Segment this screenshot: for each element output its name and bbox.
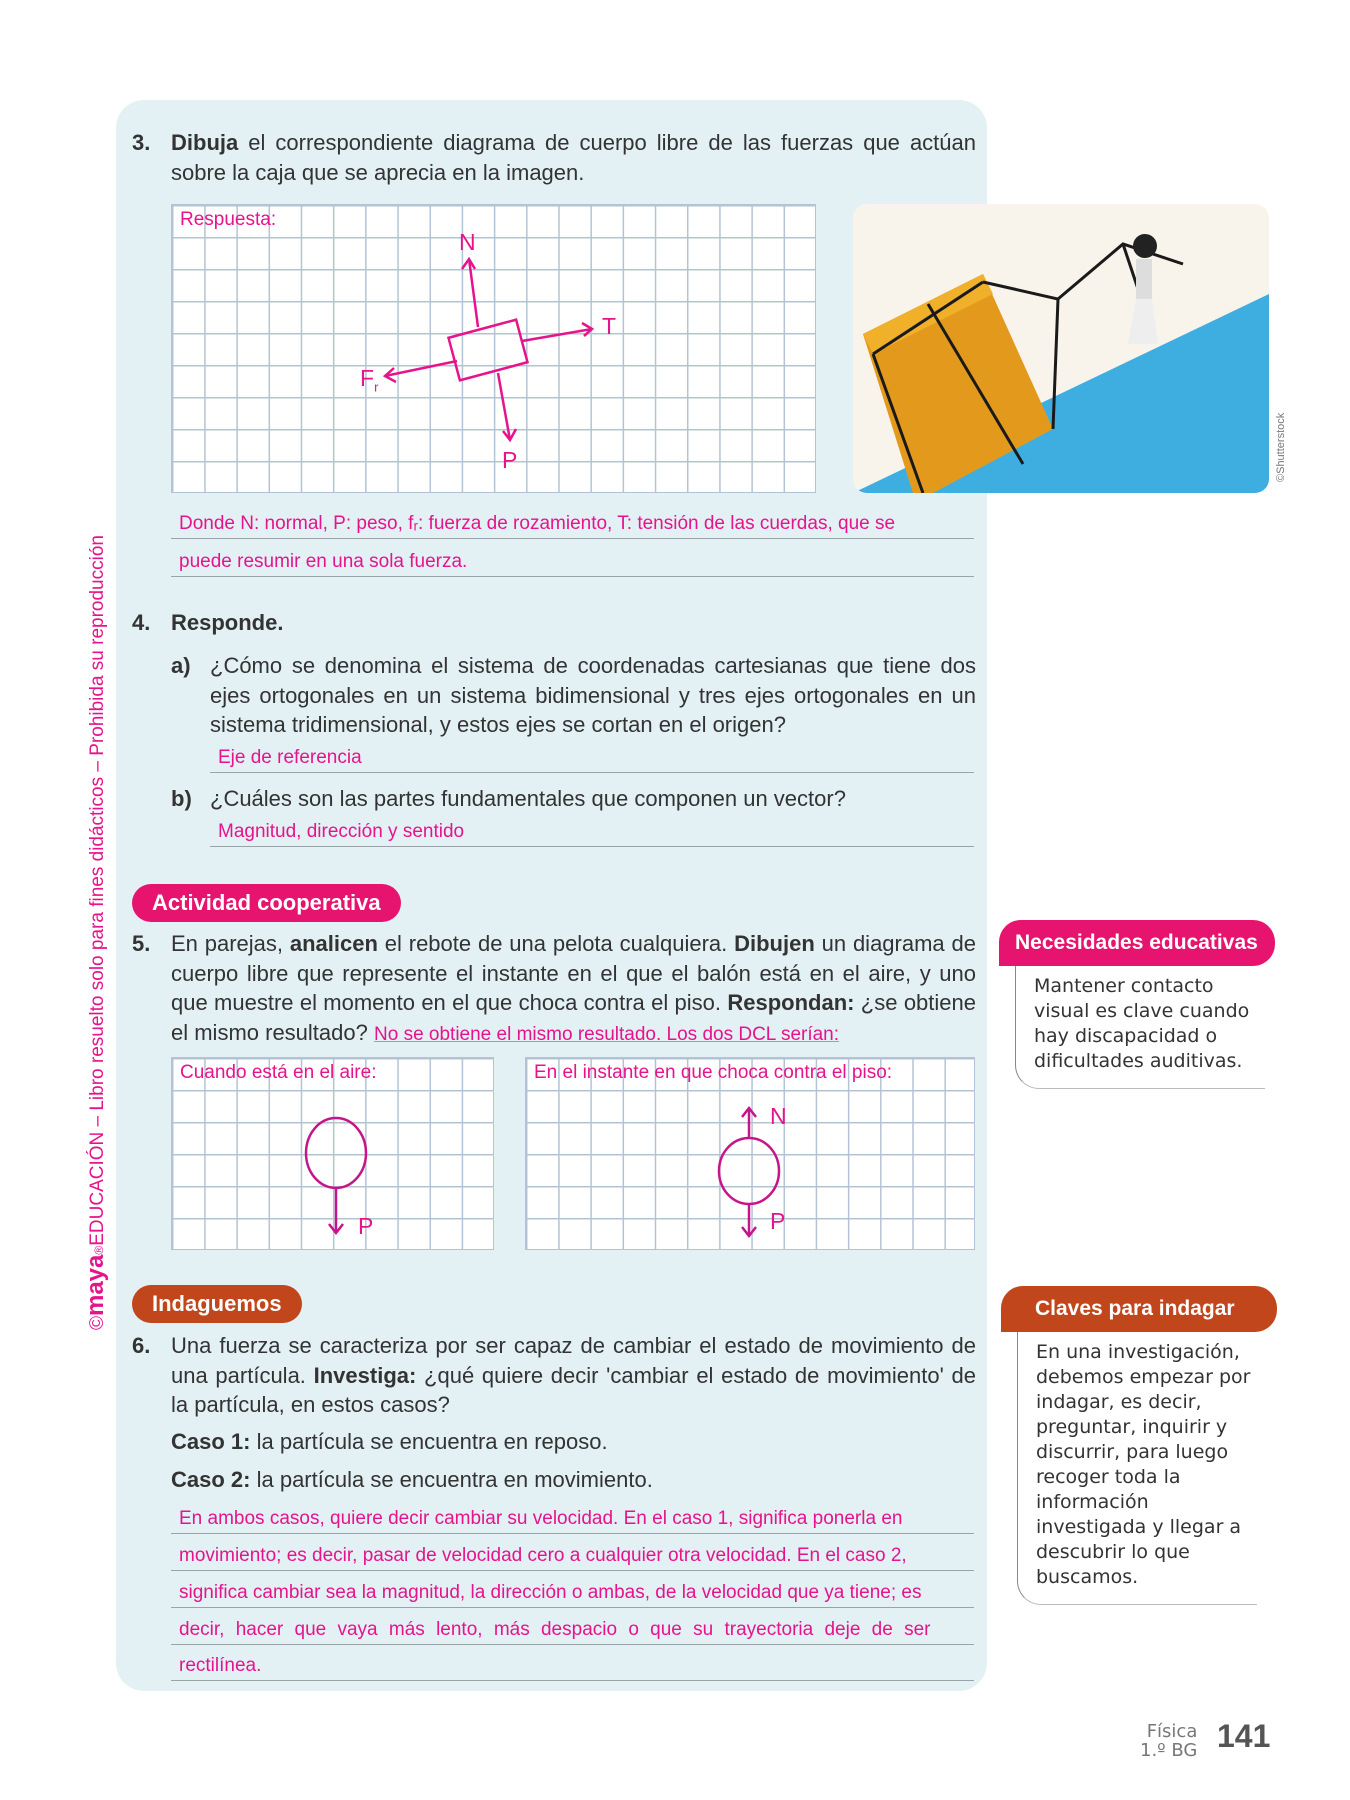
- q5-answer: No se obtiene el mismo resultado. Los dos DCL serían:: [374, 1023, 840, 1045]
- claves-body: En una investigación, debemos empezar por indagar, es decir, preguntar, inquirir y discurrir, para luego recoger toda la información investigada y llegar a descubrir lo que buscamos.: [1017, 1332, 1257, 1605]
- vertical-copyright: ©maya®EDUCACIÓN – Libro resuelto solo para fines didácticos – Prohibida su reproducción: [82, 535, 109, 1330]
- weight-vector: [498, 373, 510, 440]
- label-n: N: [770, 1103, 787, 1129]
- q3-verb: Dibuja: [171, 130, 239, 155]
- q4a-label: a): [171, 653, 191, 678]
- q4b-question: ¿Cuáles son las partes fundamentales que componen un vector?: [210, 786, 846, 811]
- q5-text-3: un diagrama de cuerpo libre que represente el instante en el que el balón está en el aire, y uno que muestre el momento en el que choca contra el piso.: [171, 931, 976, 1015]
- q6-answer-line-1: En ambos casos, quiere decir cambiar su velocidad. En el caso 1, significa ponerla en: [171, 1505, 974, 1534]
- grade-label: 1.º BG: [1140, 1740, 1198, 1761]
- brand-logo: maya: [82, 1254, 109, 1316]
- necesidades-title: Necesidades educativas: [999, 920, 1275, 966]
- q5-bold-2: Dibujen: [734, 931, 815, 956]
- q6-text-1: Una fuerza se caracteriza por ser capaz de cambiar el estado de movimiento de una partícula.: [171, 1333, 976, 1388]
- box-shape: [448, 320, 527, 381]
- claves-title: Claves para indagar: [1001, 1286, 1277, 1332]
- caso-2-label: Caso 2:: [171, 1467, 251, 1492]
- q5-grid-floor: [525, 1057, 975, 1250]
- label-n: N: [459, 229, 476, 255]
- friction-vector: [385, 361, 457, 376]
- ball-on-floor-diagram: [526, 1058, 976, 1251]
- subject-label: Física: [1146, 1721, 1198, 1742]
- grid-label: Cuando está en el aire:: [180, 1062, 377, 1083]
- caso-1-label: Caso 1:: [171, 1429, 251, 1454]
- caso-1-text: la partícula se encuentra en reposo.: [250, 1429, 608, 1454]
- q3-text: el correspondiente diagrama de cuerpo libre de las fuerzas que actúan sobre la caja que se aprecia en la imagen.: [171, 130, 976, 185]
- normal-vector: [469, 259, 478, 327]
- q4b-answer: Magnitud, dirección y sentido: [210, 818, 974, 847]
- claves-para-indagar-box: [1001, 1286, 1277, 1605]
- q5-text-2: el rebote de una pelota cualquiera.: [377, 931, 735, 956]
- necesidades-educativas-box: [999, 920, 1275, 1089]
- q5-bold-1: analicen: [289, 931, 378, 956]
- q6-answer-line-2: movimiento; es decir, pasar de velocidad cero a cualquier otra velocidad. En el caso 2,: [171, 1542, 974, 1571]
- q6-bold: Investiga:: [313, 1362, 417, 1388]
- cooperative-activity-badge: Actividad cooperativa: [132, 884, 401, 922]
- q4a-question: ¿Cómo se denomina el sistema de coordenadas cartesianas que tiene dos ejes ortogonales en un sistema bidimensional y tres ejes ortogonales en un sistema tridimensional, y estos ejes se cortan en el origen?: [210, 653, 976, 737]
- q6-answer-line-5: rectilínea.: [171, 1652, 974, 1681]
- free-body-diagram: [172, 205, 817, 494]
- q5-text-4: ¿se obtiene el mismo resultado?: [171, 990, 976, 1045]
- indaguemos-badge: Indaguemos: [132, 1285, 302, 1323]
- photo-credit: ©Shutterstock: [1275, 412, 1287, 482]
- ball-in-air-diagram: [172, 1058, 495, 1251]
- q3-answer-grid: [171, 204, 816, 493]
- page-number: 141: [1217, 1718, 1271, 1754]
- q6-caso-2: [171, 1465, 653, 1495]
- copyright-text: EDUCACIÓN – Libro resuelto solo para fines didácticos – Prohibida su reproducción: [87, 535, 108, 1246]
- q4b-label: b): [171, 786, 192, 811]
- q6-answer-line-4: decir, hacer que vaya más lento, más despacio o que su trayectoria deje de ser: [171, 1616, 974, 1645]
- label-p: P: [358, 1213, 374, 1239]
- box-pulling-photo: [853, 204, 1269, 493]
- label-fr: [360, 365, 378, 395]
- ball-shape: [719, 1138, 779, 1204]
- q4-number: 4.: [132, 610, 151, 635]
- necesidades-body: Mantener contacto visual es clave cuando hay discapacidad o dificultades auditivas.: [1015, 966, 1265, 1089]
- q4a-answer: Eje de referencia: [210, 744, 974, 773]
- copyright-symbol: ©: [87, 1316, 108, 1330]
- q3-number: 3.: [132, 130, 151, 155]
- label-p: P: [770, 1208, 786, 1234]
- q5-number: 5.: [132, 931, 151, 956]
- q5-bold-3: Respondan:: [727, 990, 855, 1015]
- q6-answer-line-3: significa cambiar sea la magnitud, la dirección o ambas, de la velocidad que ya tiene; es: [171, 1579, 974, 1608]
- label-r: r: [374, 379, 379, 395]
- q3-answer-line-1: Donde N: normal, P: peso, fᵣ: fuerza de rozamiento, T: tensión de las cuerdas, que se: [171, 510, 974, 539]
- ball-shape: [306, 1118, 366, 1188]
- q3-answer-line-2: puede resumir en una sola fuerza.: [171, 548, 974, 577]
- q4-title: Responde.: [171, 610, 284, 635]
- caso-2-text: la partícula se encuentra en movimiento.: [250, 1467, 653, 1492]
- label-f: F: [360, 365, 375, 391]
- q6-prompt: [171, 1331, 976, 1420]
- label-t: T: [602, 313, 617, 339]
- label-p: P: [502, 447, 518, 473]
- grid-label: En el instante en que choca contra el piso:: [534, 1062, 893, 1083]
- footer-subject: [1140, 1722, 1197, 1760]
- q5-grid-air: [171, 1057, 494, 1250]
- q6-caso-1: [171, 1427, 608, 1457]
- q5-prompt: [171, 929, 976, 1049]
- grid-label: Respuesta:: [180, 209, 277, 230]
- q3-prompt: [171, 128, 976, 187]
- q6-text-2: ¿qué quiere decir 'cambiar el estado de movimiento' de la partícula, en estos casos?: [171, 1362, 976, 1417]
- q6-number: 6.: [132, 1333, 151, 1358]
- tension-vector: [522, 329, 592, 341]
- q5-text-1: En parejas,: [171, 931, 290, 956]
